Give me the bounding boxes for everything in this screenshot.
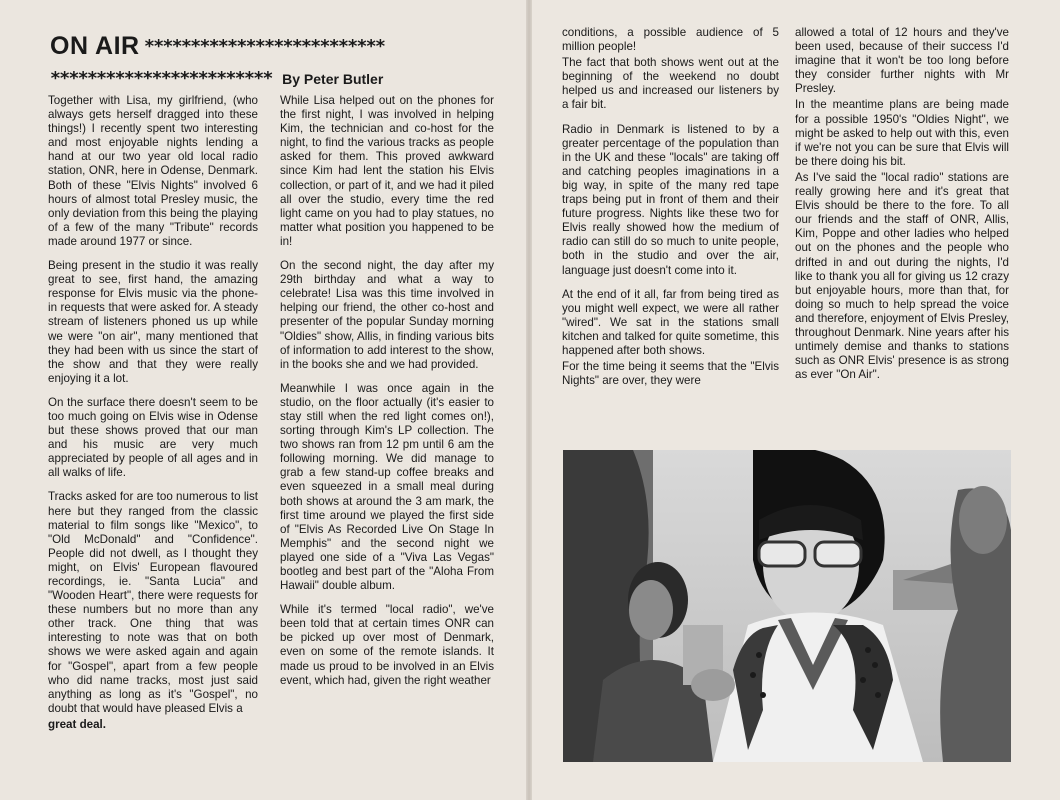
star-rule-2: ************************ [50, 68, 272, 89]
paragraph: As I've said the "local radio" stations are really growing here and it's great that Elvis should be there to the fore. To all our friends and the staff of ONR, Allis, Kim, Poppe and other ladies who helped out on the phones and the people who drifted in and out during the nights, I'd like to thank you all for giving us 12 crazy but enjoyable hours, more than that, for doing so much to help spread the voice and therefore, enjoyment of Elvis Presley, throughout Denmark. Nine years after his untimely demise and thanks to stations such as ONR Elvis' presence is as strong as ever "On Air". [795, 170, 1009, 382]
author-byline: By Peter Butler [282, 70, 384, 87]
paragraph: On the surface there doesn't seem to be too much going on Elvis wise in Odense but these shows proved that our man and his music are very much appreciated by people of all ages and in all walks of life. [48, 395, 258, 480]
text-column-2 [280, 94, 494, 784]
text-column-1 [48, 94, 258, 784]
paragraph: allowed a total of 12 hours and they've been used, because of their success I'd imagine that it won't be too long before they consider further nights with Mr Presley. [795, 26, 1009, 96]
text-column-3 [562, 26, 779, 446]
elvis-photo [563, 450, 1011, 762]
paragraph: For the time being it seems that the "Elvis Nights" are over, they were [562, 360, 779, 388]
paragraph: While it's termed "local radio", we've been told that at certain times ONR can be picked up over most of Denmark, even on some of the remote islands. It made us proud to be involved in an Elvis event, which had, given the right weather [280, 603, 494, 687]
paragraph: The fact that both shows went out at the beginning of the weekend no doubt helped us and increased our listeners by a fair bit. [562, 56, 779, 112]
page-spine [526, 0, 532, 800]
paragraph: Radio in Denmark is listened to by a greater percentage of the population than in the UK and these "locals" are taking off and catching peoples imaginations in a big way, in spite of the many red tape traps being put in front of them and their future progress. Nights like these two for Elvis really showed how the medium of radio can still do so much to unite people, both in the studio and over the air, language just doesn't come into it. [562, 122, 779, 277]
paragraph-ending: great deal. [48, 717, 106, 731]
paragraph: At the end of it all, far from being tired as you might well expect, we were all rather "wired". We sat in the stations small kitchen and talked for quite sometime, this happened after both shows. [562, 287, 779, 357]
article-heading [50, 32, 510, 66]
paragraph: Meanwhile I was once again in the studio, on the floor actually (it's easier to stay still when the red light comes on!), sorting through Kim's LP collection. The two shows ran from 12 pm until 6 am the following morning. We did manage to grab a few stand-up coffee breaks and even squeezed in a small meal during both shows at around the 3 am mark, the first time around we played the first side of "Elvis As Recorded Live On Stage In Memphis" and the second night we played one side of a "Viva Las Vegas" bootleg and best part of the "Aloha From Hawaii" double album. [280, 381, 494, 593]
paragraph: In the meantime plans are being made for a possible 1950's "Oldies Night", we might be asked to help out with this, even if we're not you can be sure that Elvis will be there doing his bit. [795, 98, 1009, 168]
article-title: ON AIR [50, 32, 140, 60]
paragraph: Tracks asked for are too numerous to list here but they ranged from the classic material to film songs like "Mexico", to "Old McDonald" and "Confidence". People did not dwell, as I thought they might, on Elvis' European flavoured recordings, ie. "Santa Lucia" and "Wooden Heart", there were requests for these numbers but no more than any other track. One thing that was interesting to note was that on both shows we were asked again and again for "Gospel", apart from a few people who did name tracks, most just said anything as long as it's "Gospel", no doubt that would have pleased Elvis a [48, 490, 258, 715]
paragraph: While Lisa helped out on the phones for the first night, I was involved in helping Kim, the technician and co-host for the night, to find the various tracks as people asked for them. This proved awkward since Kim had lent the station his Elvis collection, or part of it, and we had it piled all over the studio, every time the red light came on you had to play statues, no matter what position you happened to be in! [280, 94, 494, 248]
paragraph: On the second night, the day after my 29th birthday and what a way to celebrate! Lisa was this time involved in helping our friend, the other co-host and presenter of the popular Sunday morning "Oldies" show, Allis, in finding various bits of information to add interest to the show, in the books she and we had provided. [280, 259, 494, 371]
paragraph: conditions, a possible audience of 5 million people! [562, 26, 779, 54]
paragraph: Being present in the studio it was really great to see, first hand, the amazing response for Elvis music via the phone-in requests that were asked for. A steady stream of listeners phoned us up while we were "on air", many mentioned that they had been with us since the start of the show and that they were really enjoying it a lot. [48, 259, 258, 385]
text-column-4 [795, 26, 1009, 446]
photo-illustration [563, 450, 1011, 762]
paragraph: Together with Lisa, my girlfriend, (who always gets herself dragged into these things!) I recently spent two interesting and most enjoyable nights lending a hand at our two year old local radio station, ONR, here in Odense, Denmark. Both of these "Elvis Nights" involved 6 hours of almost total Presley music, the only deviation from this being the playing of a few of the many "Tribute" records made around 1977 or since. [48, 94, 258, 248]
star-rule-1: ************************** [144, 36, 385, 57]
heading-byline-row [50, 68, 510, 92]
